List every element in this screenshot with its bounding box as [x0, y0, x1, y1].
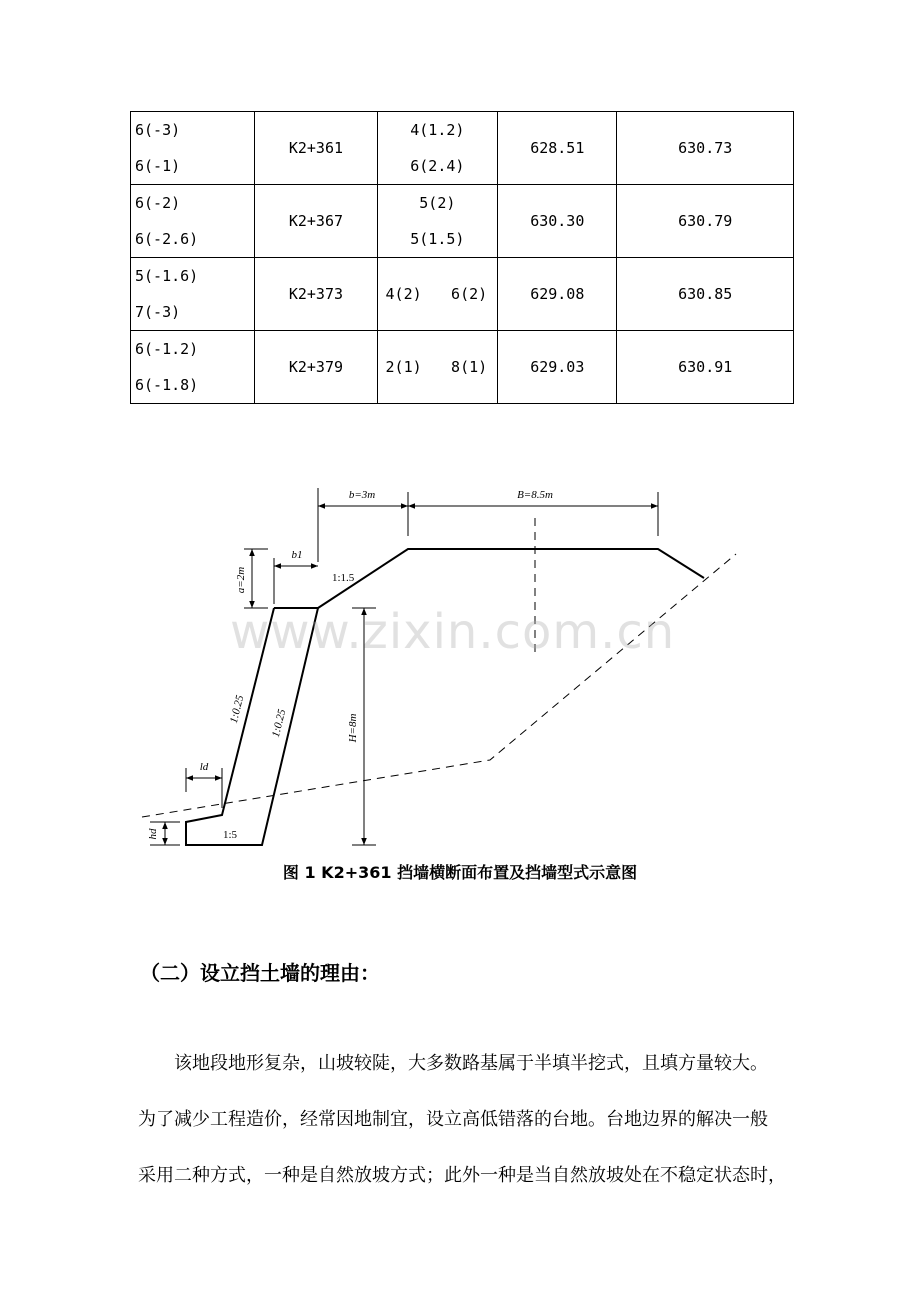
cell-line: 5(1.5) [410, 230, 465, 248]
table-row [131, 331, 794, 404]
table-cell [131, 331, 255, 404]
fill-slope-line [318, 549, 704, 608]
cell-line: 7(-3) [135, 303, 181, 321]
paragraph-line: 该地段地形复杂，山坡较陡，大多数路基属于半填半挖式，且填方量较大。 [174, 1053, 768, 1074]
table-cell [377, 331, 498, 404]
cell-line: 4(2) [385, 285, 422, 303]
cell-line: 5(-1.6) [135, 267, 199, 285]
table-cell [131, 112, 255, 185]
table-cell: 628.51 [498, 112, 617, 185]
table-cell [131, 185, 255, 258]
label-slope-front: 1:0.25 [227, 694, 247, 725]
paragraph-line: 采用二种方式，一种是自然放坡方式；此外一种是当自然放坡处在不稳定状态时， [138, 1165, 786, 1186]
retaining-wall-diagram [130, 480, 750, 860]
table-cell [377, 258, 498, 331]
table-cell: K2+367 [255, 185, 377, 258]
table-cell: 630.79 [617, 185, 794, 258]
label-a: a=2m [235, 566, 247, 594]
table-cell [131, 258, 255, 331]
table-cell: 630.30 [498, 185, 617, 258]
table-cell: 629.08 [498, 258, 617, 331]
table-row [131, 258, 794, 331]
figure-caption: 图 1 K2+361 挡墙横断面布置及挡墙型式示意图 [282, 863, 638, 882]
body-paragraph [138, 1036, 798, 1204]
table-cell: 629.03 [498, 331, 617, 404]
cell-line: 4(1.2) [410, 121, 465, 139]
cell-line: 6(2.4) [410, 157, 465, 175]
table-cell: K2+373 [255, 258, 377, 331]
paragraph-line: 为了减少工程造价，经常因地制宜，设立高低错落的台地。台地边界的解决一般 [138, 1109, 768, 1130]
cell-line: 6(2) [451, 285, 488, 303]
cell-line: 8(1) [451, 358, 488, 376]
cell-line: 6(-2.6) [135, 230, 199, 248]
label-hd: hd [147, 828, 159, 840]
table-cell: 630.91 [617, 331, 794, 404]
cell-line: 6(-1) [135, 157, 181, 175]
cell-line: 5(2) [419, 194, 456, 212]
label-b: b=3m [348, 489, 376, 501]
table-row [131, 112, 794, 185]
label-base-slope: 1:5 [222, 829, 238, 841]
label-slope-top: 1:1.5 [332, 572, 355, 584]
cell-pair [378, 358, 498, 376]
label-H: H=8m [347, 713, 359, 743]
table-row [131, 185, 794, 258]
cell-line: 6(-1.8) [135, 376, 199, 394]
table-cell: K2+379 [255, 331, 377, 404]
table-cell: 630.85 [617, 258, 794, 331]
table-cell [377, 112, 498, 185]
table-cell: K2+361 [255, 112, 377, 185]
label-slope-back: 1:0.25 [269, 708, 289, 739]
cell-line: 6(-2) [135, 194, 181, 212]
data-table [130, 111, 794, 404]
watermark: www.zixin.com.cn [230, 604, 676, 660]
label-ld: ld [199, 761, 209, 773]
table-cell [377, 185, 498, 258]
label-b1: b1 [291, 549, 303, 561]
cell-pair [378, 285, 498, 303]
cell-line: 2(1) [385, 358, 422, 376]
cell-line: 6(-1.2) [135, 340, 199, 358]
cell-line: 6(-3) [135, 121, 181, 139]
section-heading: （二）设立挡土墙的理由： [140, 961, 380, 985]
table-cell: 630.73 [617, 112, 794, 185]
label-B: B=8.5m [517, 489, 553, 501]
